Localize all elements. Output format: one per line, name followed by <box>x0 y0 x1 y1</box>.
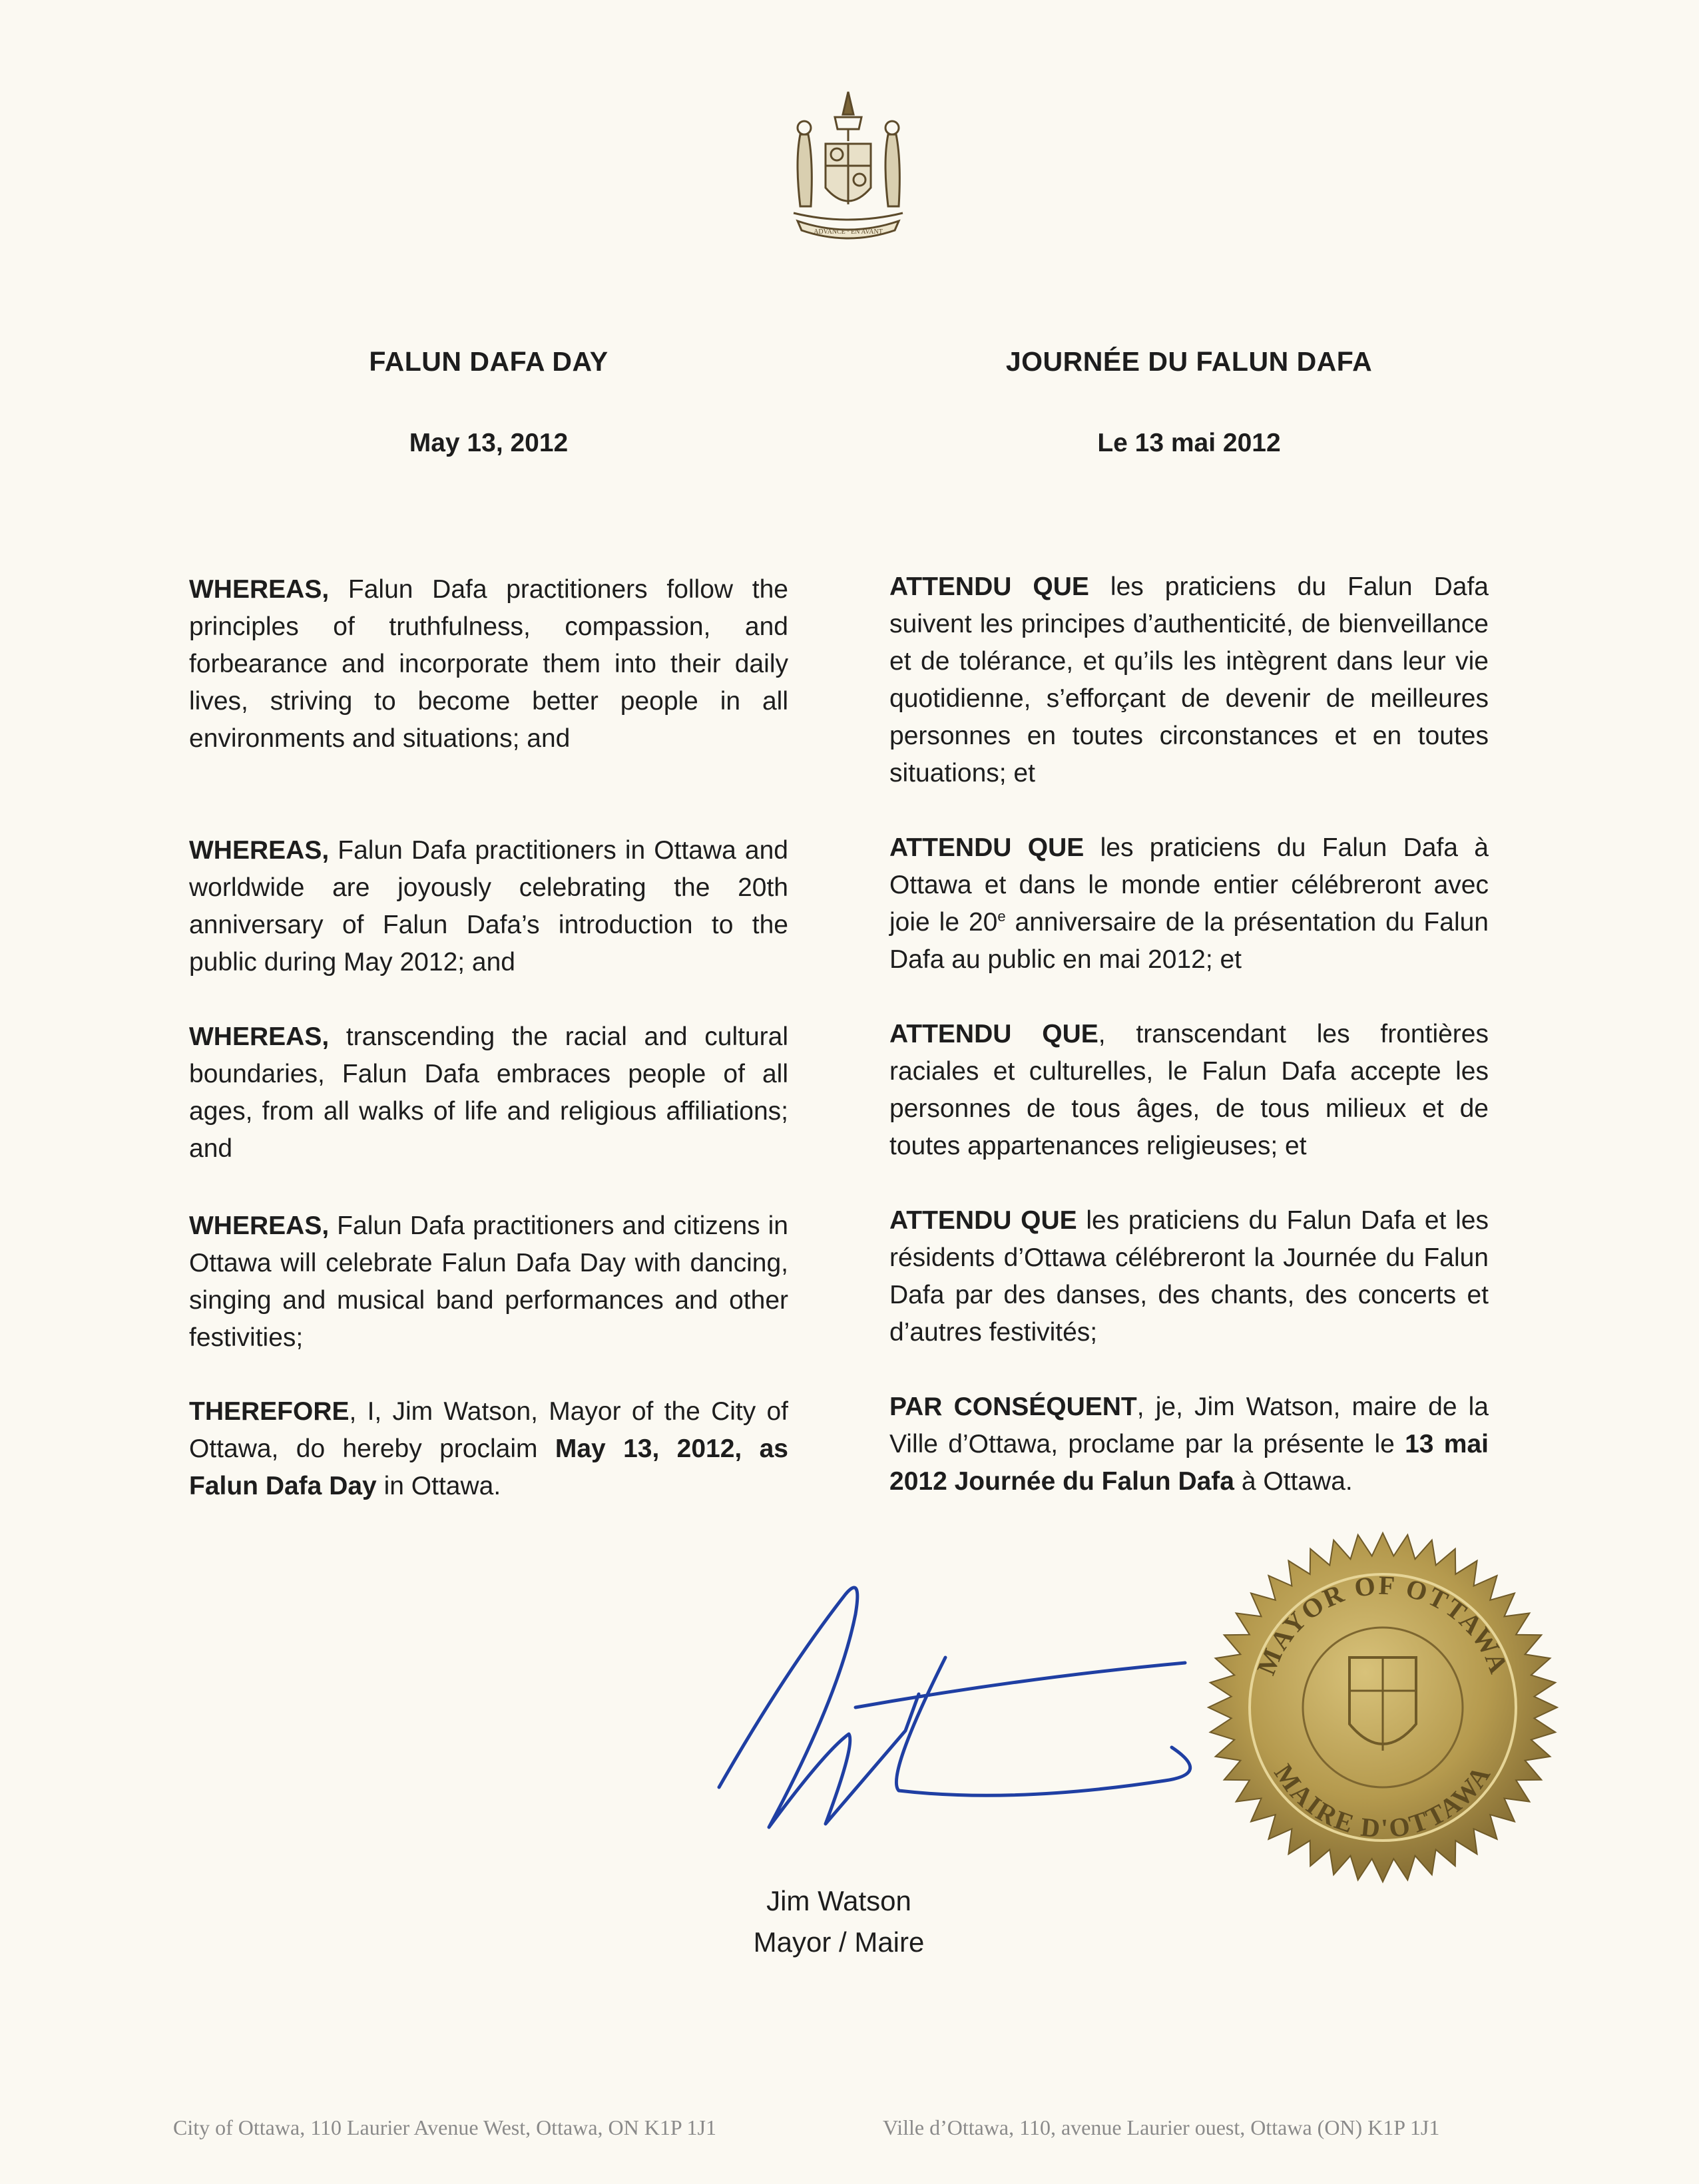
english-title: FALUN DAFA DAY <box>369 346 608 377</box>
crest-motto: ADVANCE · EN AVANT <box>814 228 883 236</box>
seal-top-text: MAYOR OF OTTAWA <box>1250 1570 1515 1679</box>
french-date: Le 13 mai 2012 <box>1097 429 1281 457</box>
signer-name: Jim Watson <box>766 1885 911 1916</box>
city-coat-of-arms <box>774 88 923 254</box>
paragraph-lead: PAR CONSÉQUENT <box>889 1393 1137 1421</box>
french-column <box>889 333 1489 469</box>
paragraph-text: transcending the racial and cultural boundaries, Falun Dafa embraces people of all ages, from all walks of life and religious affiliations; and <box>189 1022 788 1163</box>
french-paragraph-1 <box>889 568 1489 792</box>
paragraph-text: in Ottawa. <box>376 1472 501 1500</box>
french-title: JOURNÉE DU FALUN DAFA <box>1005 346 1373 377</box>
english-paragraph-2 <box>189 832 788 981</box>
paragraph-lead: WHEREAS, <box>189 836 330 865</box>
seal-bottom-text: MAIRE D'OTTAWA <box>1268 1759 1497 1844</box>
paragraph-text: , I, Jim Watson, Mayor of the City of Ottawa, do hereby proclaim <box>189 1397 788 1463</box>
paragraph-lead: ATTENDU QUE <box>889 833 1085 862</box>
english-paragraph-4 <box>189 1207 788 1357</box>
ordinal-superscript: e <box>997 908 1006 925</box>
footer-address-english: City of Ottawa, 110 Laurier Avenue West, Ottawa, ON K1P 1J1 <box>173 2115 716 2139</box>
paragraph-lead: ATTENDU QUE <box>889 1206 1077 1235</box>
paragraph-text: , transcendant les frontières raciales et culturelles, le Falun Dafa accepte les personnes de tous âges, de tous milieux et de toutes appartenances religieuses; et <box>889 1020 1489 1160</box>
paragraph-text: les praticiens du Falun Dafa et les résidents d’Ottawa célébreront la Journée du Falun Dafa par des danses, des chants, des concerts et d’autres festivités; <box>889 1206 1489 1347</box>
paragraph-lead: ATTENDU QUE <box>889 1020 1098 1048</box>
paragraph-text: les praticiens du Falun Dafa à Ottawa et dans le monde entier célébreront avec joie le 20 <box>889 833 1489 937</box>
english-paragraph-5 <box>189 1393 788 1505</box>
french-paragraph-5 <box>889 1389 1489 1500</box>
french-paragraph-3 <box>889 1016 1489 1165</box>
signer-block <box>699 1880 979 1963</box>
paragraph-lead: ATTENDU QUE <box>889 572 1089 601</box>
footer-address-french: Ville d’Ottawa, 110, avenue Laurier ouest, Ottawa (ON) K1P 1J1 <box>883 2115 1440 2139</box>
french-paragraph-2 <box>889 829 1489 979</box>
signer-title: Mayor / Maire <box>753 1926 925 1958</box>
paragraph-lead: WHEREAS, <box>189 1022 330 1051</box>
paragraph-text: à Ottawa. <box>1234 1467 1353 1496</box>
proclaimed-date: May 13, 2012, as Falun Dafa Day <box>189 1434 788 1500</box>
english-paragraph-3 <box>189 1018 788 1168</box>
paragraph-lead: WHEREAS, <box>189 575 330 604</box>
english-paragraph-1 <box>189 571 788 758</box>
mayor-gold-seal <box>1206 1531 1559 1884</box>
paragraph-text: les praticiens du Falun Dafa suivent les principes d’authenticité, de bienveillance et de tolérance, et qu’ils les intègrent dans leur vie quotidienne, s’efforçant de devenir de meilleures personnes en toutes circonstances et en toutes situations; et <box>889 572 1489 787</box>
paragraph-text: Falun Dafa practitioners in Ottawa and worldwide are joyously celebrating the 20th anniversary of Falun Dafa’s introduction to the public during May 2012; and <box>189 836 788 977</box>
proclaimed-date: 13 mai 2012 Journée du Falun Dafa <box>889 1430 1489 1496</box>
english-date: May 13, 2012 <box>409 429 569 457</box>
paragraph-lead: THEREFORE <box>189 1397 350 1426</box>
mayor-signature <box>706 1578 1198 1857</box>
french-paragraph-4 <box>889 1202 1489 1351</box>
paragraph-lead: WHEREAS, <box>189 1211 330 1240</box>
paragraph-text: Falun Dafa practitioners follow the principles of truthfulness, compassion, and forbearance and incorporate them into their daily lives, striving to become better people in all environments and situations; and <box>189 575 788 753</box>
paragraph-text: , je, Jim Watson, maire de la Ville d’Ottawa, proclame par la présente le <box>889 1393 1489 1458</box>
paragraph-text: Falun Dafa practitioners and citizens in Ottawa will celebrate Falun Dafa Day with dancing, singing and musical band performances and other festivities; <box>189 1211 788 1352</box>
english-column <box>189 333 788 469</box>
paragraph-text: anniversaire de la présentation du Falun Dafa au public en mai 2012; et <box>889 908 1489 974</box>
